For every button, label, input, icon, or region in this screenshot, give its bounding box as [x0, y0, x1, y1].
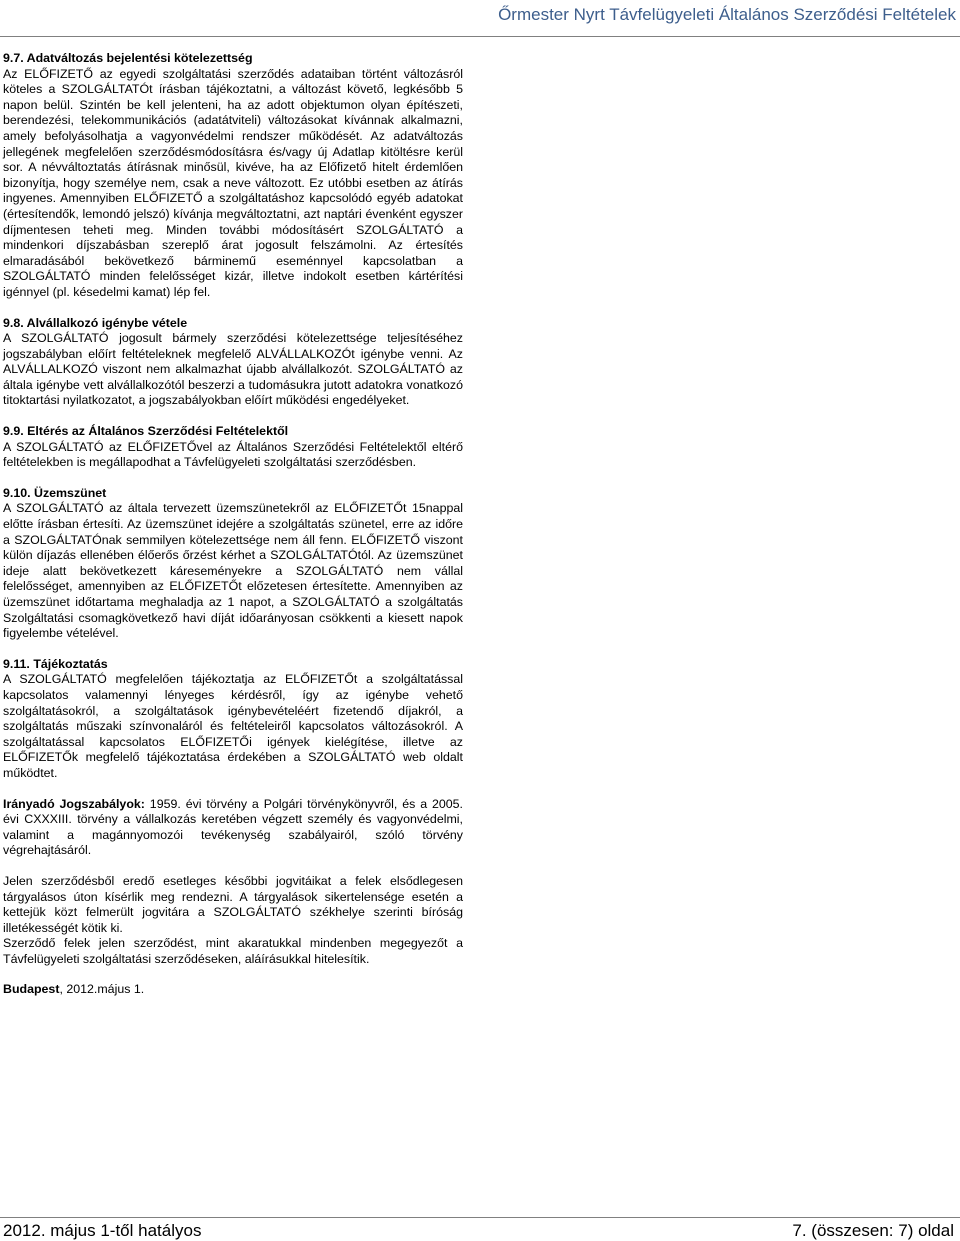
- governing-law-label: Irányadó Jogszabályok:: [3, 796, 145, 811]
- section-body: A SZOLGÁLTATÓ jogosult bármely szerződési kötelezettsége teljesítéséhez jogszabályban előírt feltételeknek megfelelő ALVÁLLALKOZÓt igénybe venni. Az ALVÁLLALKOZÓ viszont nem alkalmazhat újabb alvállalkozót. SZOLGÁLTATÓ az általa igénybe vett alvállalkozótól beszerzi a tudomásukra jutott adatokra vonatkozó titoktartási nyilatkozatot, a jogszabályokban előírt működési engedélyeket.: [3, 331, 463, 408]
- section-heading: 9.7. Adatváltozás bejelentési kötelezettség: [3, 51, 253, 65]
- document-body: [3, 51, 463, 998]
- dispute-resolution-paragraph: Jelen szerződésből eredő esetleges későbbi jogvitáikat a felek elsődlegesen tárgyalásos úton kísérlik meg rendezni. A tárgyalások sikertelensége esetén a kettejük közt felmerült jogvitára a SZOLGÁLTATÓ székhelye szerinti bíróság illetékességét kötik ki.: [3, 873, 463, 935]
- section-heading: 9.10. Üzemszünet: [3, 485, 107, 500]
- section-body: Az ELŐFIZETŐ az egyedi szolgáltatási szerződés adataiban történt változásról köteles a SZOLGÁLTATÓt írásban tájékoztatni, a változást követő, legkésőbb 5 napon belül. Szintén be kell jelenteni, ha az adott objektumon olyan építészeti, berendezési, telekommunikációs (adatátviteli) változásokat kívánnak alkalmazni, amely befolyásolhatja a vagyonvédelmi rendszer működését. Az adatváltozás jellegének megfelelően szerződésmódosításra és/vagy új Adatlap kitöltésre kerül sor. A névváltoztatás átírásnak minősül, kivéve, ha az Előfizető hitelt érdemlően bizonyítja, hogy személye nem, csak a neve változott. Ez utóbbi esetben az átírás ingyenes. Amennyiben ELŐFIZETŐ a szolgáltatáshoz kapcsolódó egyéb adatokat (értesítendők, lemondó jelszó) kívánja megváltoztatni, azt naptári évenként egyszer díjmentesen teheti meg. Minden további módosításért SZOLGÁLTATÓ a mindenkori díjszabásban szereplő árat jogosult felszámolni. Az értesítés elmaradásából bekövetkező bárminemű eseménnyel kapcsolatban a SZOLGÁLTATÓ minden felelősséget kizár, illetve indokolt esetben kártérítési igénnyel (pl. késedelmi kamat) lép fel.: [3, 66, 463, 299]
- authentication-paragraph: Szerződő felek jelen szerződést, mint akaratukkal mindenben megegyezőt a Távfelügyeleti szolgáltatási szerződéseken, aláírásukkal hitelesítik.: [3, 936, 463, 966]
- section-body: A SZOLGÁLTATÓ az ELŐFIZETŐvel az Általános Szerződési Feltételektől eltérő feltételekben is megállapodhat a Távfelügyeleti szolgáltatási szerződésben.: [3, 439, 463, 470]
- footer-divider: [0, 1217, 960, 1218]
- section-9-10: [3, 486, 463, 642]
- governing-law-paragraph: [3, 797, 463, 859]
- section-9-9: [3, 424, 463, 471]
- section-heading: 9.11. Tájékoztatás: [3, 656, 108, 671]
- section-9-11: [3, 657, 463, 782]
- section-body: A SZOLGÁLTATÓ az általa tervezett üzemszünetekről az ELŐFIZETŐt 15nappal előtte írásban értesíti. Az üzemszünet idejére a szolgáltatás szünetel, erre az időre a SZOLGÁLTATÓnak semmilyen kötelezettsége nem áll fenn. ELŐFIZETŐ viszont külön díjazás ellenében élőerős őrzést kérhet a SZOLGÁLTATÓtól. Az üzemszünet ideje alatt bekövetkezett káreseményekre a SZOLGÁLTATÓ nem vállal felelősséget, amennyiben az ELŐFIZETŐt előzetesen értesítette. Amennyiben az üzemszünet időtartama meghaladja az 1 napot, a SZOLGÁLTATÓ a szolgáltatás Szolgáltatási csomagkövetkező havi díját időarányosan csökkenti a kiesett napok figyelembe vételével.: [3, 501, 463, 641]
- section-heading: 9.9. Eltérés az Általános Szerződési Feltételektől: [3, 424, 289, 439]
- section-9-8: [3, 316, 463, 410]
- signature-place: Budapest: [3, 982, 60, 997]
- governing-law-text: 1959. évi törvény a Polgári törvénykönyvről, és a 2005. évi CXXXIII. törvény a vállalkozás keretében végzett személy és vagyonvédelmi, valamint a magánnyomozói tevékenység szabályairól, szóló törvény végrehajtásáról.: [3, 796, 463, 858]
- section-heading: 9.8. Alvállalkozó igénybe vétele: [3, 315, 188, 330]
- page-header-title: Őrmester Nyrt Távfelügyeleti Általános Szerződési Feltételek: [498, 5, 956, 24]
- signature-date: , 2012.május 1.: [59, 982, 145, 997]
- footer-effective-date: 2012. május 1-től hatályos: [3, 1221, 202, 1240]
- section-9-7: [3, 51, 463, 301]
- footer-page-number: 7. (összesen: 7) oldal: [792, 1221, 954, 1240]
- signature-line: [3, 982, 463, 998]
- section-body: A SZOLGÁLTATÓ megfelelően tájékoztatja az ELŐFIZETŐt a szolgáltatással kapcsolatos valamennyi lényeges kérdésről, így az igénybe vehető szolgáltatásokról, a szolgáltatások igénybevételéért fizetendő díjakról, a szolgáltatás műszaki színvonaláról és feltételeiről kapcsolatos változásokról. A szolgáltatással kapcsolatos ELŐFIZETŐi igények kielégítése, illetve az ELŐFIZETŐk megfelelő tájékoztatása érdekében a SZOLGÁLTATÓ web oldalt működtet.: [3, 672, 463, 780]
- header-divider: [0, 36, 960, 37]
